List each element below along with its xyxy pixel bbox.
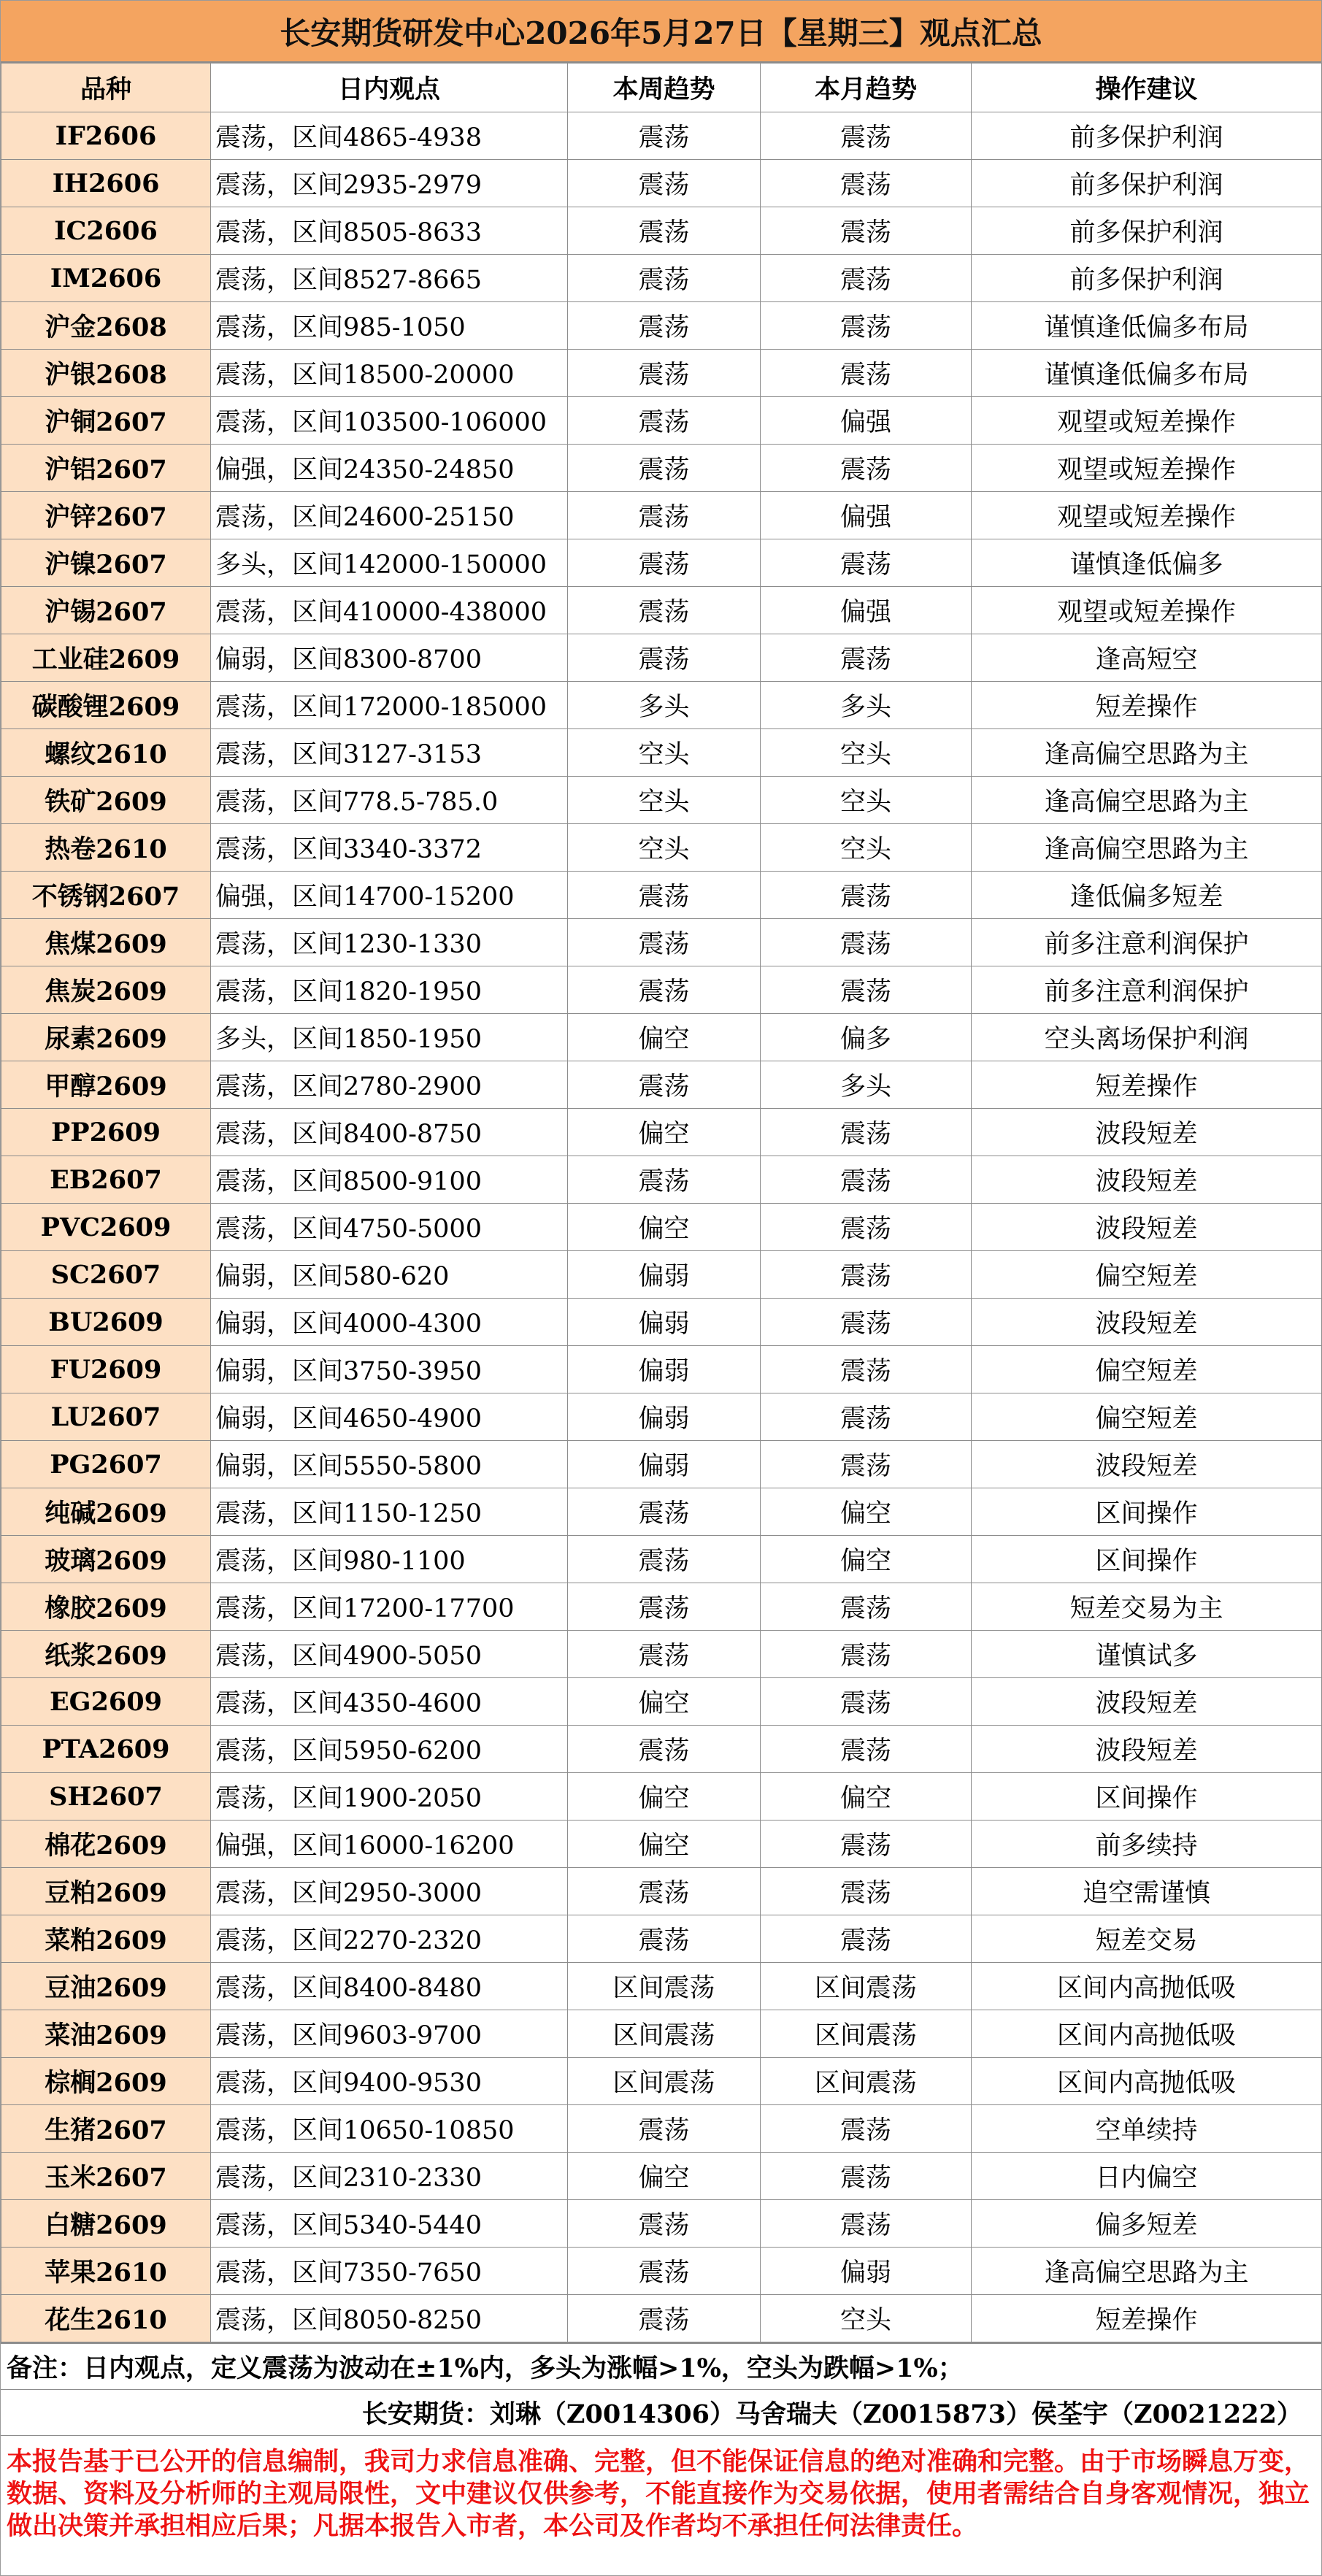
intraday-cell: 震荡，区间3340-3372 bbox=[211, 824, 568, 872]
advice-cell: 区间操作 bbox=[972, 1773, 1322, 1820]
month-trend-cell: 震荡 bbox=[761, 1299, 972, 1346]
intraday-cell: 多头，区间142000-150000 bbox=[211, 539, 568, 587]
intraday-cell: 震荡，区间103500-106000 bbox=[211, 397, 568, 445]
table-row bbox=[1, 539, 1322, 587]
product-cell: PVC2609 bbox=[1, 1204, 211, 1251]
week-trend-cell: 震荡 bbox=[568, 2295, 761, 2342]
intraday-cell: 震荡，区间4750-5000 bbox=[211, 1204, 568, 1251]
intraday-cell: 震荡，区间1820-1950 bbox=[211, 966, 568, 1014]
month-trend-cell: 偏强 bbox=[761, 397, 972, 445]
authors-row: 长安期货：刘琳（Z0014306）马舍瑞夫（Z0015873）侯荃宇（Z0021222） bbox=[1, 2390, 1321, 2436]
week-trend-cell: 震荡 bbox=[568, 1583, 761, 1631]
intraday-cell: 震荡，区间8527-8665 bbox=[211, 255, 568, 302]
intraday-cell: 震荡，区间8500-9100 bbox=[211, 1156, 568, 1204]
intraday-cell: 震荡，区间1230-1330 bbox=[211, 919, 568, 966]
week-trend-cell: 震荡 bbox=[568, 112, 761, 160]
intraday-cell: 震荡，区间5950-6200 bbox=[211, 1726, 568, 1773]
table-row bbox=[1, 2153, 1322, 2200]
table-row bbox=[1, 2058, 1322, 2105]
intraday-cell: 震荡，区间10650-10850 bbox=[211, 2105, 568, 2153]
table-row bbox=[1, 302, 1322, 350]
header-month: 本月趋势 bbox=[761, 64, 972, 112]
month-trend-cell: 偏空 bbox=[761, 1536, 972, 1583]
table-row bbox=[1, 872, 1322, 919]
month-trend-cell: 震荡 bbox=[761, 1678, 972, 1726]
table-row bbox=[1, 634, 1322, 682]
product-cell: 棕榈2609 bbox=[1, 2058, 211, 2105]
month-trend-cell: 震荡 bbox=[761, 2200, 972, 2248]
intraday-cell: 震荡，区间985-1050 bbox=[211, 302, 568, 350]
note-row: 备注：日内观点，定义震荡为波动在±1%内，多头为涨幅>1%，空头为跌幅>1%； bbox=[1, 2342, 1321, 2390]
week-trend-cell: 震荡 bbox=[568, 919, 761, 966]
month-trend-cell: 震荡 bbox=[761, 350, 972, 397]
table-row bbox=[1, 729, 1322, 777]
month-trend-cell: 震荡 bbox=[761, 1346, 972, 1393]
disclaimer-text: 本报告基于已公开的信息编制，我司力求信息准确、完整，但不能保证信息的绝对准确和完整。由于市场瞬息万变，数据、资料及分析师的主观局限性，文中建议仅供参考，不能直接作为交易依据，使用者需结合自身客观情况，独立做出决策并承担相应后果；凡据本报告入市者，本公司及作者均不承担任何法律责任。 bbox=[7, 2447, 1310, 2541]
month-trend-cell: 区间震荡 bbox=[761, 2010, 972, 2058]
week-trend-cell: 震荡 bbox=[568, 1868, 761, 1915]
product-cell: PG2607 bbox=[1, 1441, 211, 1488]
advice-cell: 前多保护利润 bbox=[972, 207, 1322, 255]
week-trend-cell: 震荡 bbox=[568, 1915, 761, 1963]
header-intraday: 日内观点 bbox=[211, 64, 568, 112]
product-cell: 花生2610 bbox=[1, 2295, 211, 2342]
intraday-cell: 偏弱，区间5550-5800 bbox=[211, 1441, 568, 1488]
intraday-cell: 偏强，区间24350-24850 bbox=[211, 445, 568, 492]
month-trend-cell: 震荡 bbox=[761, 445, 972, 492]
product-cell: 沪锌2607 bbox=[1, 492, 211, 539]
intraday-cell: 震荡，区间1150-1250 bbox=[211, 1488, 568, 1536]
month-trend-cell: 偏强 bbox=[761, 492, 972, 539]
intraday-cell: 震荡，区间9400-9530 bbox=[211, 2058, 568, 2105]
intraday-cell: 震荡，区间17200-17700 bbox=[211, 1583, 568, 1631]
intraday-cell: 震荡，区间4865-4938 bbox=[211, 112, 568, 160]
intraday-cell: 震荡，区间4350-4600 bbox=[211, 1678, 568, 1726]
advice-cell: 观望或短差操作 bbox=[972, 445, 1322, 492]
month-trend-cell: 偏空 bbox=[761, 1773, 972, 1820]
month-trend-cell: 震荡 bbox=[761, 539, 972, 587]
product-cell: IC2606 bbox=[1, 207, 211, 255]
month-trend-cell: 震荡 bbox=[761, 919, 972, 966]
month-trend-cell: 震荡 bbox=[761, 302, 972, 350]
advice-cell: 区间操作 bbox=[972, 1536, 1322, 1583]
product-cell: SH2607 bbox=[1, 1773, 211, 1820]
advice-cell: 谨慎试多 bbox=[972, 1631, 1322, 1678]
month-trend-cell: 偏强 bbox=[761, 587, 972, 634]
month-trend-cell: 震荡 bbox=[761, 1251, 972, 1299]
week-trend-cell: 震荡 bbox=[568, 445, 761, 492]
week-trend-cell: 偏空 bbox=[568, 1109, 761, 1156]
advice-cell: 短差操作 bbox=[972, 2295, 1322, 2342]
product-cell: 沪铝2607 bbox=[1, 445, 211, 492]
advice-cell: 前多保护利润 bbox=[972, 255, 1322, 302]
views-table bbox=[1, 63, 1322, 2342]
month-trend-cell: 震荡 bbox=[761, 255, 972, 302]
week-trend-cell: 偏弱 bbox=[568, 1346, 761, 1393]
advice-cell: 区间内高抛低吸 bbox=[972, 2010, 1322, 2058]
table-row bbox=[1, 777, 1322, 824]
advice-cell: 前多注意利润保护 bbox=[972, 919, 1322, 966]
product-cell: 沪铜2607 bbox=[1, 397, 211, 445]
advice-cell: 偏多短差 bbox=[972, 2200, 1322, 2248]
intraday-cell: 震荡，区间3127-3153 bbox=[211, 729, 568, 777]
product-cell: PTA2609 bbox=[1, 1726, 211, 1773]
table-row bbox=[1, 919, 1322, 966]
week-trend-cell: 空头 bbox=[568, 777, 761, 824]
advice-cell: 前多续持 bbox=[972, 1820, 1322, 1868]
intraday-cell: 震荡，区间2950-3000 bbox=[211, 1868, 568, 1915]
intraday-cell: 偏弱，区间4000-4300 bbox=[211, 1299, 568, 1346]
advice-cell: 波段短差 bbox=[972, 1299, 1322, 1346]
product-cell: 生猪2607 bbox=[1, 2105, 211, 2153]
week-trend-cell: 偏空 bbox=[568, 1820, 761, 1868]
product-cell: 沪镍2607 bbox=[1, 539, 211, 587]
week-trend-cell: 震荡 bbox=[568, 539, 761, 587]
advice-cell: 区间内高抛低吸 bbox=[972, 1963, 1322, 2010]
table-row bbox=[1, 350, 1322, 397]
table-row bbox=[1, 255, 1322, 302]
advice-cell: 逢高偏空思路为主 bbox=[972, 824, 1322, 872]
week-trend-cell: 震荡 bbox=[568, 1631, 761, 1678]
advice-cell: 前多注意利润保护 bbox=[972, 966, 1322, 1014]
advice-cell: 逢高短空 bbox=[972, 634, 1322, 682]
intraday-cell: 偏强，区间16000-16200 bbox=[211, 1820, 568, 1868]
table-row bbox=[1, 1156, 1322, 1204]
product-cell: IH2606 bbox=[1, 160, 211, 207]
week-trend-cell: 偏空 bbox=[568, 1773, 761, 1820]
week-trend-cell: 偏弱 bbox=[568, 1251, 761, 1299]
week-trend-cell: 空头 bbox=[568, 729, 761, 777]
intraday-cell: 震荡，区间778.5-785.0 bbox=[211, 777, 568, 824]
advice-cell: 短差交易 bbox=[972, 1915, 1322, 1963]
month-trend-cell: 区间震荡 bbox=[761, 2058, 972, 2105]
advice-cell: 偏空短差 bbox=[972, 1251, 1322, 1299]
month-trend-cell: 震荡 bbox=[761, 1109, 972, 1156]
product-cell: BU2609 bbox=[1, 1299, 211, 1346]
product-cell: 纯碱2609 bbox=[1, 1488, 211, 1536]
week-trend-cell: 震荡 bbox=[568, 350, 761, 397]
week-trend-cell: 震荡 bbox=[568, 302, 761, 350]
table-row bbox=[1, 2010, 1322, 2058]
week-trend-cell: 偏弱 bbox=[568, 1299, 761, 1346]
table-row bbox=[1, 1868, 1322, 1915]
header-week: 本周趋势 bbox=[568, 64, 761, 112]
table-row bbox=[1, 2105, 1322, 2153]
week-trend-cell: 震荡 bbox=[568, 397, 761, 445]
month-trend-cell: 震荡 bbox=[761, 1204, 972, 1251]
table-row bbox=[1, 1631, 1322, 1678]
month-trend-cell: 震荡 bbox=[761, 1868, 972, 1915]
header-row bbox=[1, 64, 1322, 112]
product-cell: 菜油2609 bbox=[1, 2010, 211, 2058]
product-cell: 纸浆2609 bbox=[1, 1631, 211, 1678]
month-trend-cell: 震荡 bbox=[761, 1393, 972, 1441]
product-cell: LU2607 bbox=[1, 1393, 211, 1441]
intraday-cell: 震荡，区间1900-2050 bbox=[211, 1773, 568, 1820]
week-trend-cell: 震荡 bbox=[568, 492, 761, 539]
table-row bbox=[1, 445, 1322, 492]
advice-cell: 逢低偏多短差 bbox=[972, 872, 1322, 919]
product-cell: IF2606 bbox=[1, 112, 211, 160]
intraday-cell: 偏弱，区间8300-8700 bbox=[211, 634, 568, 682]
advice-cell: 观望或短差操作 bbox=[972, 492, 1322, 539]
month-trend-cell: 区间震荡 bbox=[761, 1963, 972, 2010]
month-trend-cell: 震荡 bbox=[761, 207, 972, 255]
month-trend-cell: 震荡 bbox=[761, 1631, 972, 1678]
month-trend-cell: 空头 bbox=[761, 729, 972, 777]
table-row bbox=[1, 1441, 1322, 1488]
table-row bbox=[1, 1583, 1322, 1631]
advice-cell: 观望或短差操作 bbox=[972, 397, 1322, 445]
table-row bbox=[1, 1820, 1322, 1868]
week-trend-cell: 空头 bbox=[568, 824, 761, 872]
month-trend-cell: 空头 bbox=[761, 777, 972, 824]
advice-cell: 短差操作 bbox=[972, 682, 1322, 729]
product-cell: PP2609 bbox=[1, 1109, 211, 1156]
product-cell: SC2607 bbox=[1, 1251, 211, 1299]
product-cell: 菜粕2609 bbox=[1, 1915, 211, 1963]
week-trend-cell: 偏空 bbox=[568, 1014, 761, 1061]
advice-cell: 追空需谨慎 bbox=[972, 1868, 1322, 1915]
week-trend-cell: 震荡 bbox=[568, 2105, 761, 2153]
product-cell: 碳酸锂2609 bbox=[1, 682, 211, 729]
product-cell: 白糖2609 bbox=[1, 2200, 211, 2248]
product-cell: IM2606 bbox=[1, 255, 211, 302]
week-trend-cell: 震荡 bbox=[568, 1536, 761, 1583]
intraday-cell: 震荡，区间410000-438000 bbox=[211, 587, 568, 634]
advice-cell: 逢高偏空思路为主 bbox=[972, 2248, 1322, 2295]
advice-cell: 谨慎逢低偏多 bbox=[972, 539, 1322, 587]
advice-cell: 谨慎逢低偏多布局 bbox=[972, 350, 1322, 397]
product-cell: EB2607 bbox=[1, 1156, 211, 1204]
week-trend-cell: 偏空 bbox=[568, 1204, 761, 1251]
intraday-cell: 震荡，区间2270-2320 bbox=[211, 1915, 568, 1963]
table-row bbox=[1, 1678, 1322, 1726]
product-cell: 铁矿2609 bbox=[1, 777, 211, 824]
week-trend-cell: 震荡 bbox=[568, 2200, 761, 2248]
week-trend-cell: 震荡 bbox=[568, 1156, 761, 1204]
advice-cell: 波段短差 bbox=[972, 1156, 1322, 1204]
table-row bbox=[1, 112, 1322, 160]
intraday-cell: 震荡，区间5340-5440 bbox=[211, 2200, 568, 2248]
month-trend-cell: 震荡 bbox=[761, 1726, 972, 1773]
advice-cell: 波段短差 bbox=[972, 1726, 1322, 1773]
intraday-cell: 震荡，区间9603-9700 bbox=[211, 2010, 568, 2058]
month-trend-cell: 震荡 bbox=[761, 872, 972, 919]
week-trend-cell: 震荡 bbox=[568, 872, 761, 919]
table-row bbox=[1, 1963, 1322, 2010]
month-trend-cell: 震荡 bbox=[761, 1156, 972, 1204]
advice-cell: 波段短差 bbox=[972, 1109, 1322, 1156]
table-row bbox=[1, 824, 1322, 872]
product-cell: 沪银2608 bbox=[1, 350, 211, 397]
week-trend-cell: 震荡 bbox=[568, 966, 761, 1014]
table-row bbox=[1, 1915, 1322, 1963]
intraday-cell: 震荡，区间2780-2900 bbox=[211, 1061, 568, 1109]
intraday-cell: 震荡，区间18500-20000 bbox=[211, 350, 568, 397]
intraday-cell: 震荡，区间2935-2979 bbox=[211, 160, 568, 207]
report-title: 长安期货研发中心2026年5月27日【星期三】观点汇总 bbox=[1, 1, 1321, 63]
month-trend-cell: 震荡 bbox=[761, 1441, 972, 1488]
month-trend-cell: 震荡 bbox=[761, 2153, 972, 2200]
product-cell: 焦煤2609 bbox=[1, 919, 211, 966]
week-trend-cell: 震荡 bbox=[568, 207, 761, 255]
table-row bbox=[1, 2248, 1322, 2295]
intraday-cell: 震荡，区间4900-5050 bbox=[211, 1631, 568, 1678]
product-cell: 尿素2609 bbox=[1, 1014, 211, 1061]
intraday-cell: 震荡，区间8050-8250 bbox=[211, 2295, 568, 2342]
advice-cell: 波段短差 bbox=[972, 1204, 1322, 1251]
table-row bbox=[1, 1726, 1322, 1773]
table-row bbox=[1, 492, 1322, 539]
month-trend-cell: 震荡 bbox=[761, 1820, 972, 1868]
header-advice: 操作建议 bbox=[972, 64, 1322, 112]
table-row bbox=[1, 1204, 1322, 1251]
week-trend-cell: 震荡 bbox=[568, 255, 761, 302]
table-row bbox=[1, 1014, 1322, 1061]
advice-cell: 区间内高抛低吸 bbox=[972, 2058, 1322, 2105]
intraday-cell: 偏弱，区间580-620 bbox=[211, 1251, 568, 1299]
intraday-cell: 多头，区间1850-1950 bbox=[211, 1014, 568, 1061]
table-row bbox=[1, 966, 1322, 1014]
advice-cell: 观望或短差操作 bbox=[972, 587, 1322, 634]
week-trend-cell: 震荡 bbox=[568, 587, 761, 634]
advice-cell: 前多保护利润 bbox=[972, 112, 1322, 160]
advice-cell: 区间操作 bbox=[972, 1488, 1322, 1536]
advice-cell: 偏空短差 bbox=[972, 1393, 1322, 1441]
intraday-cell: 震荡，区间8400-8480 bbox=[211, 1963, 568, 2010]
product-cell: 橡胶2609 bbox=[1, 1583, 211, 1631]
week-trend-cell: 区间震荡 bbox=[568, 2010, 761, 2058]
month-trend-cell: 震荡 bbox=[761, 1583, 972, 1631]
advice-cell: 偏空短差 bbox=[972, 1346, 1322, 1393]
product-cell: 不锈钢2607 bbox=[1, 872, 211, 919]
product-cell: 工业硅2609 bbox=[1, 634, 211, 682]
product-cell: EG2609 bbox=[1, 1678, 211, 1726]
advice-cell: 日内偏空 bbox=[972, 2153, 1322, 2200]
month-trend-cell: 震荡 bbox=[761, 634, 972, 682]
table-row bbox=[1, 1488, 1322, 1536]
week-trend-cell: 震荡 bbox=[568, 1488, 761, 1536]
week-trend-cell: 震荡 bbox=[568, 2248, 761, 2295]
product-cell: 螺纹2610 bbox=[1, 729, 211, 777]
intraday-cell: 偏强，区间14700-15200 bbox=[211, 872, 568, 919]
table-row bbox=[1, 397, 1322, 445]
header-product: 品种 bbox=[1, 64, 211, 112]
table-row bbox=[1, 682, 1322, 729]
month-trend-cell: 空头 bbox=[761, 2295, 972, 2342]
product-cell: 苹果2610 bbox=[1, 2248, 211, 2295]
month-trend-cell: 偏弱 bbox=[761, 2248, 972, 2295]
week-trend-cell: 区间震荡 bbox=[568, 2058, 761, 2105]
advice-cell: 前多保护利润 bbox=[972, 160, 1322, 207]
product-cell: 热卷2610 bbox=[1, 824, 211, 872]
advice-cell: 谨慎逢低偏多布局 bbox=[972, 302, 1322, 350]
product-cell: 玻璃2609 bbox=[1, 1536, 211, 1583]
product-cell: FU2609 bbox=[1, 1346, 211, 1393]
product-cell: 甲醇2609 bbox=[1, 1061, 211, 1109]
month-trend-cell: 偏空 bbox=[761, 1488, 972, 1536]
advice-cell: 波段短差 bbox=[972, 1678, 1322, 1726]
week-trend-cell: 震荡 bbox=[568, 160, 761, 207]
week-trend-cell: 偏弱 bbox=[568, 1441, 761, 1488]
table-row bbox=[1, 2200, 1322, 2248]
intraday-cell: 偏弱，区间4650-4900 bbox=[211, 1393, 568, 1441]
month-trend-cell: 震荡 bbox=[761, 966, 972, 1014]
month-trend-cell: 偏多 bbox=[761, 1014, 972, 1061]
week-trend-cell: 震荡 bbox=[568, 1726, 761, 1773]
advice-cell: 空头离场保护利润 bbox=[972, 1014, 1322, 1061]
week-trend-cell: 多头 bbox=[568, 682, 761, 729]
table-row bbox=[1, 1061, 1322, 1109]
table-row bbox=[1, 207, 1322, 255]
month-trend-cell: 空头 bbox=[761, 824, 972, 872]
table-row bbox=[1, 1393, 1322, 1441]
week-trend-cell: 偏弱 bbox=[568, 1393, 761, 1441]
intraday-cell: 震荡，区间8505-8633 bbox=[211, 207, 568, 255]
advice-cell: 短差操作 bbox=[972, 1061, 1322, 1109]
intraday-cell: 震荡，区间7350-7650 bbox=[211, 2248, 568, 2295]
product-cell: 玉米2607 bbox=[1, 2153, 211, 2200]
table-row bbox=[1, 1773, 1322, 1820]
table-row bbox=[1, 1299, 1322, 1346]
advice-cell: 逢高偏空思路为主 bbox=[972, 729, 1322, 777]
product-cell: 豆粕2609 bbox=[1, 1868, 211, 1915]
intraday-cell: 震荡，区间8400-8750 bbox=[211, 1109, 568, 1156]
table-row bbox=[1, 1109, 1322, 1156]
table-row bbox=[1, 2295, 1322, 2342]
month-trend-cell: 多头 bbox=[761, 1061, 972, 1109]
table-row bbox=[1, 1346, 1322, 1393]
month-trend-cell: 多头 bbox=[761, 682, 972, 729]
advice-cell: 波段短差 bbox=[972, 1441, 1322, 1488]
intraday-cell: 偏弱，区间3750-3950 bbox=[211, 1346, 568, 1393]
week-trend-cell: 震荡 bbox=[568, 634, 761, 682]
table-row bbox=[1, 1536, 1322, 1583]
month-trend-cell: 震荡 bbox=[761, 112, 972, 160]
advice-cell: 短差交易为主 bbox=[972, 1583, 1322, 1631]
product-cell: 棉花2609 bbox=[1, 1820, 211, 1868]
advice-cell: 逢高偏空思路为主 bbox=[972, 777, 1322, 824]
table-row bbox=[1, 160, 1322, 207]
advice-cell: 空单续持 bbox=[972, 2105, 1322, 2153]
intraday-cell: 震荡，区间24600-25150 bbox=[211, 492, 568, 539]
intraday-cell: 震荡，区间980-1100 bbox=[211, 1536, 568, 1583]
product-cell: 豆油2609 bbox=[1, 1963, 211, 2010]
week-trend-cell: 震荡 bbox=[568, 1061, 761, 1109]
month-trend-cell: 震荡 bbox=[761, 1915, 972, 1963]
week-trend-cell: 偏空 bbox=[568, 2153, 761, 2200]
week-trend-cell: 区间震荡 bbox=[568, 1963, 761, 2010]
table-row bbox=[1, 587, 1322, 634]
product-cell: 沪锡2607 bbox=[1, 587, 211, 634]
intraday-cell: 震荡，区间172000-185000 bbox=[211, 682, 568, 729]
month-trend-cell: 震荡 bbox=[761, 2105, 972, 2153]
month-trend-cell: 震荡 bbox=[761, 160, 972, 207]
intraday-cell: 震荡，区间2310-2330 bbox=[211, 2153, 568, 2200]
table-row bbox=[1, 1251, 1322, 1299]
week-trend-cell: 偏空 bbox=[568, 1678, 761, 1726]
product-cell: 焦炭2609 bbox=[1, 966, 211, 1014]
product-cell: 沪金2608 bbox=[1, 302, 211, 350]
